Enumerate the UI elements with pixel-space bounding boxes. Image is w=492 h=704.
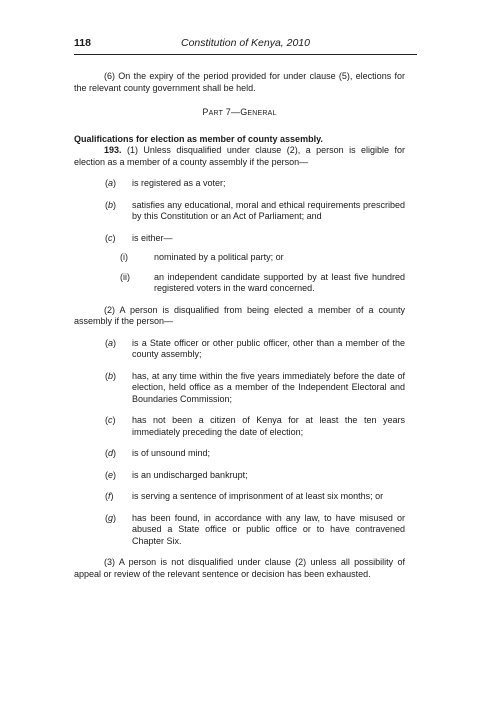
page-body [74,71,405,580]
clause-2-item-c: (c) has not been a citizen of Kenya for at least the ten years immediately preceding the date of election; [105,415,405,437]
clause-1-item-a: (a) is registered as a voter; [105,178,226,188]
section-title: Qualifications for election as member of county assembly. [74,133,323,144]
part-heading: PART 7—GENERAL [202,107,277,117]
clause-3-paragraph: (3) A person is not disqualified under clause (2) unless all possibility of appeal or review of the relevant sentence or decision has been exhausted. [74,557,405,579]
clause-6-paragraph: (6) On the expiry of the period provided for under clause (5), elections for the relevant county government shall be held. [74,71,405,93]
running-title: Constitution of Kenya, 2010 [180,37,310,49]
header-rule [74,54,417,55]
clause-1-sub-i: (i) nominated by a political party; or [120,252,284,262]
clause-2-intro: (2) A person is disqualified from being elected a member of a county assembly if the person— [74,304,405,326]
page-number: 118 [74,37,91,49]
clause-2-item-b: (b) has, at any time within the five years immediately before the date of election, held office as a member of the Independent Electoral and Boundaries Commission; [105,370,405,404]
clause-1-intro: 193. (1) Unless disqualified under clause (2), a person is eligible for election as a member of a county assembly if the person— [74,145,405,167]
clause-2-item-d: (d) is of unsound mind; [105,448,211,458]
clause-2-item-g: (g) has been found, in accordance with any law, to have misused or abused a State office or public office or to have contravened Chapter Six. [105,512,405,546]
clause-1-sub-ii: (ii) an independent candidate supported by at least five hundred registered voters in the ward concerned. [120,271,405,293]
clause-1-item-b: (b) satisfies any educational, moral and ethical requirements prescribed by this Constitution or an Act of Parliament; and [105,199,405,221]
section-number: 193. [104,145,122,155]
clause-2-item-f: (f) is serving a sentence of imprisonment of at least six months; or [105,491,384,501]
clause-2-item-a: (a) is a State officer or other public officer, other than a member of the county assembly; [105,337,405,359]
clause-1-item-c: (c) is either— [105,232,173,243]
clause-2-item-e: (e) is an undischarged bankrupt; [105,469,248,480]
